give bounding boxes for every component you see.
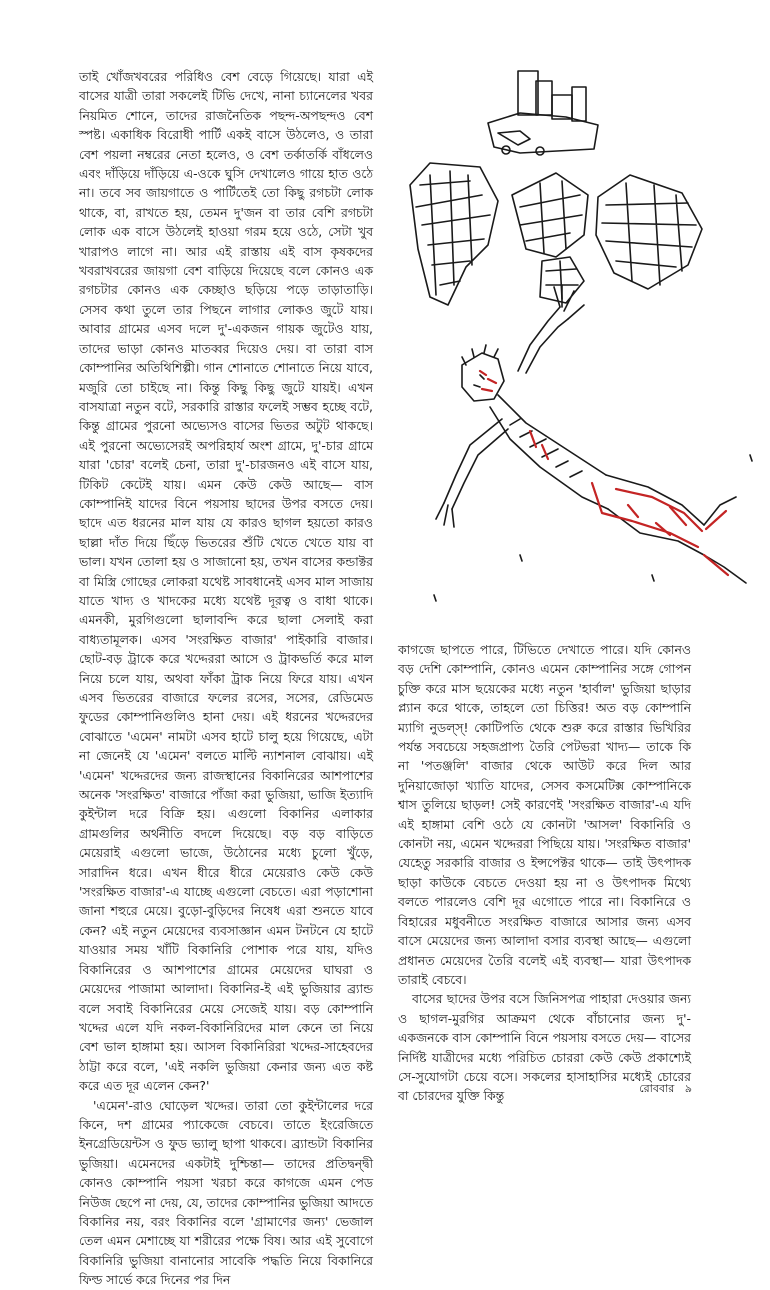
magazine-name: রোববার	[639, 1082, 675, 1095]
paragraph: কাগজে ছাপতে পারে, টিভিতে দেখাতে পারে। যদি কোনও বড় দেশি কোম্পানি, কোনও এমেন কোম্পানির সঙ্গে গোপন চুক্তি করে মাস ছয়েকের মধ্যে নতুন 'হার্বাল' ভুজিয়া ছাড়ার প্ল্যান করে থাকে, তাহলে তো চিত্তির! অত বড় কোম্পানি ম্যাগি নুডল্‌স্! কোটিপতি থেকে শুরু করে রাস্তার ভিখিরির পর্যন্ত সবচেয়ে সহজপ্রাপ্য তৈরি পেটভরা খাদ্য— তাকে কি না 'পতঞ্জলি' বাজার থেকে আউট করে দিল আর দুনিয়াজোড়া খ্যাতি যাদের, সেসব কসমেটিক্স কোম্পানিকে শ্বাস তুলিয়ে ছাড়ল! সেই কারণেই 'সংরক্ষিত বাজার'-এ যদি এই হাঙ্গামা বেশি ওঠে যে কোনটা 'আসল' বিকানিরি ও কোনটা নয়, এমেন খদ্দেররা পিছিয়ে যায়। 'সংরক্ষিত বাজার' যেহেতু সরকারি বাজার ও ইন্সপেক্টর থাকে— তাই উৎপাদক ছাড়া কাউকে বেচতে দেওয়া হয় না ও উৎপাদক মিথ্যে বলতে পারলেও বেশি দূর এগোতে পারে না। বিকানিরে ও বিহারের মধুবনীতে সংরক্ষিত বাজারে আসার জন্য এসব বাসে মেয়েদের জন্য আলাদা বসার ব্যবস্থা আছে— এগুলো প্রধানত মেয়েদের তৈরি বলেই এই ব্যবস্থা— যারা উৎপাদক তারাই বেচবে।	[398, 642, 691, 987]
page-footer	[639, 1080, 692, 1099]
paragraph: তাই খোঁজখবরের পরিধিও বেশ বেড়ে গিয়েছে। যারা এই বাসের যাত্রী তারা সকলেই টিভি দেখে, নানা চ্যানেলের খবর নিয়মিত শোনে, তাদের রাজনৈতিক পছন্দ-অপছন্দও বেশ স্পষ্ট। একাধিক বিরোধী পার্টি একই বাসে উঠলেও, ও তারা বেশ পয়লা নম্বরের নেতা হলেও, ও বেশ তর্কাতর্কি বাঁধলেও এবং দাঁড়িয়ে দাঁড়িয়ে এ-ওকে ঘুসি দেখালেও গায়ে হাত ওঠে না। তবে সব জায়গাতে ও পার্টিতেই তো কিছু রগচটা লোক থাকে, বা, রাখতে হয়, তেমন দু'জন বা তার বেশি রগচটা লোক এক বাসে উঠলেই হাওয়া গরম হয়ে ওঠে, সেটা খুব খারাপও লাগে না। আর এই রাস্তায় এই বাস কৃষকদের খবরাখবরের জায়গা বেশ বাড়িয়ে দিয়েছে বলে কোনও এক রগচটার কোনও এক কেচ্ছাও ছড়িয়ে পড়ে তাড়াতাড়ি। সেসব কথা তুলে তার পিছনে লাগার লোকও জুটে যায়। আবার গ্রামের এসব দলে দু'-একজন গায়ক জুটেও যায়, তাদের ভাড়া কোনও মাতব্বর দিয়েও দেয়। বা তারা বাস কোম্পানির অতিথিশিল্পী। গান শোনাতে শোনাতে নিয়ে যাবে, মজুরি তো চাইছে না। কিন্তু কিছু কিছু জুটে যায়ই। এখন বাসযাত্রা নতুন বটে, সরকারি রাস্তার ফলেই সম্ভব হচ্ছে বটে, কিন্তু গ্রামের পুরনো অভ্যেসও বাসের ভিতর অটুট থাকছে। এই পুরনো অভ্যেসেরই অপরিহার্য অংশ গ্রামে, দু'-চার গ্রামে যারা 'চোর' বলেই চেনা, তারা দু'-চারজনও এই বাসে যায়, টিকিট কেটেই যায়। এমন কেউ কেউ আছে— বাস কোম্পানিই যাদের বিনে পয়সায় ছাদের উপর বসতে দেয়। ছাদে এত ধরনের মাল যায় যে কারও ছাগল হয়তো কারও ছাল্লা দাঁত দিয়ে ছিঁড়ে ভিতরের শুঁটি খেতে খেতে যায় বা ভাল। যখন তোলা হয় ও সাজানো হয়, তখন বাসের কন্ডাক্টর বা মিস্ত্রি গোছের লোকরা যথেষ্ট সাবধানেই এসব মাল সাজায় যাতে খাদ্য ও খাদকের মধ্যে যথেষ্ট দূরত্ব ও বাধা থাকে। এমনকী, মুরগিগুলো ছালাবন্দি করে ছালা সেলাই করা বাধ্যতামূলক। এসব 'সংরক্ষিত বাজার' পাইকারি বাজার। ছোট-বড় ট্রাকে করে খদ্দেররা আসে ও ট্রাকভর্তি করে মাল নিয়ে চলে যায়, অথবা ফাঁকা ট্রাক নিয়ে ফিরে যায়। এখন এসব ভিতরের বাজারে ফলের রসের, সসের, রেডিমেড ফুডের কোম্পানিগুলিও হানা দেয়। এই ধরনের খদ্দেরদের বোঝাতে 'এমেন' নামটা এসব হাটে চালু হয়ে গিয়েছে, এটা না জেনেই যে 'এমেন' বলতে মাল্টি ন্যাশনাল বোঝায়। এই 'এমেন' খদ্দেরদের জন্য রাজস্থানের বিকানিরের আশপাশের অনেক 'সংরক্ষিত' বাজারে পাঁজা করা ভুজিয়া, ভাজি ইত্যাদি কুইন্টাল দরে বিক্রি হয়। এগুলো বিকানির এলাকার গ্রামগুলির অর্থনীতি বদলে দিয়েছে। বড় বড় বাড়িতে মেয়েরাই এগুলো ভাজে, উঠোনের মধ্যে চুলো খুঁড়ে, সারাদিন ধরে। এখন ধীরে ধীরে মেয়েরাও কেউ কেউ 'সংরক্ষিত বাজার'-এ যাচ্ছে এগুলো বেচতে। এরা পড়াশোনা জানা শহুরে মেয়ে। বুড়ো-বুড়িদের নিষেধ এরা শুনতে যাবে কেন? এই নতুন মেয়েদের ব্যবসাজ্ঞান এমন টনটনে যে হাটে যাওয়ার সময় খাঁটি বিকানিরি পোশাক পরে যায়, যদিও বিকানিরের ও আশপাশের গ্রামের মেয়েদের ঘাঘরা ও মেয়েদের পাজামা আলাদা। বিকানির-ই এই ভুজিয়ার ব্র্যান্ড বলে সবাই বিকানিরের মেয়ে সেজেই যায়। বড় কোম্পানি খদ্দের এলে যদি নকল-বিকানিরিদের মাল কেনে তা নিয়ে বেশ ভাল হাঙ্গামা হয়। আসল বিকানিরিরা খদ্দের-সাহেবদের ঠাট্টা করে বলে, 'এই নকলি ভুজিয়া কেনার জন্য এত কষ্ট করে এত দূর এলেন কেন?'	[79, 69, 373, 1094]
right-column	[398, 640, 691, 1106]
falling-figure	[434, 285, 752, 601]
falling-figure-illustration	[370, 35, 770, 635]
left-column	[79, 67, 373, 1290]
page-number: ৯	[684, 1082, 692, 1095]
paragraph: বাসের ছাদের উপর বসে জিনিসপত্র পাহারা দেওয়ার জন্য ও ছাগল-মুরগির আক্রমণ থেকে বাঁচানোর জন্য দু'-একজনকে বাস কোম্পানি বিনে পয়সায় বসতে দেয়— বাসের নির্দিষ্ট যাত্রীদের মধ্যে পরিচিত চোররা কেউ কেউ প্রকাশ্যেই সে-সুযোগটা চেয়ে বসে। সকলের হাসাহাসির মধ্যেই চোরের বা চোরদের যুক্তি কিন্তু	[398, 991, 691, 1104]
paragraph: 'এমেন'-রাও ঘোড়েল খদ্দের। তারা তো কুইন্টালের দরে কিনে, দশ গ্রামের প্যাকেজে বেচবে। তাতে ইংরেজিতে ইনগ্রেডিয়েন্টস ও ফুড ভ্যালু ছাপা থাকবে। ব্র্যান্ডটা বিকানির ভুজিয়া। এমেনদের একটাই দুশ্চিন্তা— তাদের প্রতিদ্বন্দ্বী কোনও কোম্পানি পয়সা খরচা করে কাগজে এমন পেড নিউজ ছেপে না দেয়, যে, তাদের কোম্পানির ভুজিয়া আদতে বিকানির নয়, বরং বিকানির বলে 'গ্রামাণের জন্য' ভেজাল তেল এমন মেশাচ্ছে যা শরীরের পক্ষে বিষ। আর এই সুবোগে বিকানিরি ভুজিয়া বানানোর সাবেকি পদ্ধতি নিয়ে বিকানিরে ফিল্ড সার্ভে করে দিনের পর দিন	[79, 1097, 373, 1288]
city-sketch	[488, 71, 598, 155]
rock-clusters	[410, 163, 702, 305]
